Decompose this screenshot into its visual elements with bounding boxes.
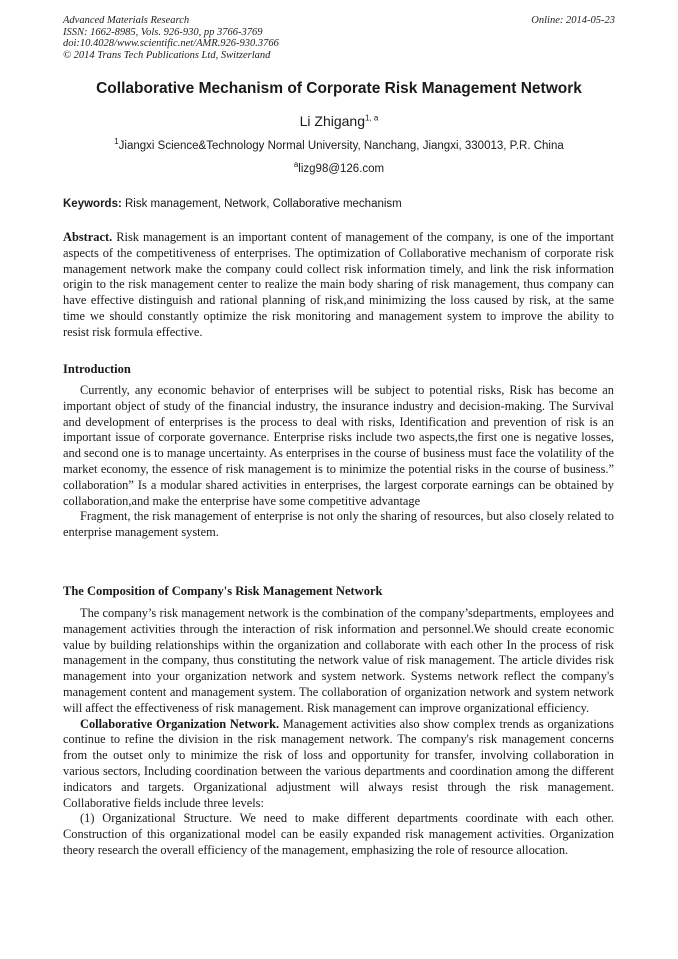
email-text: lizg98@126.com	[298, 163, 385, 175]
composition-body	[63, 606, 614, 859]
introduction-paragraph-1: Currently, any economic behavior of enterprises will be subject to potential risks, Risk has become an important object of study of the financial industry, the insurance industry and decision-making. The Survival and development of enterprises is the process to deal with risks, Identification and prevention of risk is an important issue of corporate governance. Enterprise risks include two aspects,the first one is negative losses, and second one is to manage uncertainty. As enterprises in the course of business must face the volatility of the market economy, the essence of risk management is to minimize the potential risks in the course of business.” collaboration” Is a modular shared activities in enterprises, the largest corporate earnings can be obtained by collaboration,and make the enterprise have some competitive advantage	[63, 383, 614, 508]
collab-org-label: Collaborative Organization Network.	[80, 716, 280, 731]
keywords-label: Keywords:	[63, 198, 122, 210]
copyright-line: © 2014 Trans Tech Publications Ltd, Switzerland	[63, 49, 271, 61]
abstract-label: Abstract.	[63, 230, 113, 244]
abstract-text: Risk management is an important content of management of the company, is one of the important aspects of the competitiveness of enterprises. The optimization of Collaborative mechanism of corporate risk management network make the company could collect risk information timely, and link the risk information origin to the risk management center to realize the main body sharing of risk management, thus company can have effective distinguish and rational planning of risk,and minimizing the loss caused by risk, at the same time we should constantly optimize the risk monitoring and management system to improve the ability to resist risk formula effective.	[63, 230, 614, 339]
composition-paragraph-2	[63, 717, 614, 812]
composition-paragraph-1: The company’s risk management network is the combination of the company’sdepartments, employees and management activities through the interaction of risk information and personnel.We should create economic value by building relationships within the organization and collaborate with each other In the process of risk management in the company, thus constituting the network value of risk management. The article divides risk management into your organization network and system network. Systems network reflect the company's management content and management system. The collaboration of organization network and system network will affect the effectiveness of risk management. Risk management can improve organizational efficiency.	[63, 606, 614, 715]
doi-line: doi:10.4028/www.scientific.net/AMR.926-930.3766	[63, 38, 279, 49]
introduction-paragraph-2: Fragment, the risk management of enterprise is not only the sharing of resources, but also closely related to enterprise management system.	[63, 509, 614, 540]
introduction-body	[63, 383, 614, 541]
abstract	[63, 230, 614, 341]
paper-title: Collaborative Mechanism of Corporate Risk Management Network	[96, 80, 582, 97]
keywords-text: Risk management, Network, Collaborative mechanism	[125, 198, 402, 210]
author-line	[0, 113, 678, 129]
email-sup: a	[293, 160, 299, 170]
journal-header	[63, 15, 279, 61]
keywords	[63, 198, 402, 210]
email-line	[0, 160, 678, 175]
affiliation	[0, 137, 678, 152]
affiliation-text: Jiangxi Science&Technology Normal University, Nanchang, Jiangxi, 330013, P.R. China	[118, 140, 564, 152]
author-name: Li Zhigang	[299, 113, 366, 129]
affiliation-sup: 1	[114, 137, 119, 147]
author-sup: 1, a	[365, 113, 379, 123]
issn-line: ISSN: 1662-8985, Vols. 926-930, pp 3766-3769	[63, 26, 263, 38]
journal-name: Advanced Materials Research	[63, 15, 190, 26]
online-date: Online: 2014-05-23	[531, 15, 615, 26]
collab-org-text: Management activities also show complex trends as organizations continue to refine the division in the risk management network. The company's risk management concerns from the outset only to minimize the risk of loss and opportunity for transfer, involving collaboration in various sectors, Including coordination between the various departments and coordination among the different indicators and targets. Organizational adjustment will always resist through the risk management. Collaborative fields include three levels:	[63, 716, 614, 810]
introduction-heading: Introduction	[63, 362, 131, 376]
composition-paragraph-3: (1) Organizational Structure. We need to make different departments coordinate with each other. Construction of this organizational model can be easily expanded risk management activities. Organization theory research the overall efficiency of the management, emphasizing the role of resource allocation.	[63, 811, 614, 857]
composition-heading: The Composition of Company's Risk Management Network	[63, 584, 383, 598]
